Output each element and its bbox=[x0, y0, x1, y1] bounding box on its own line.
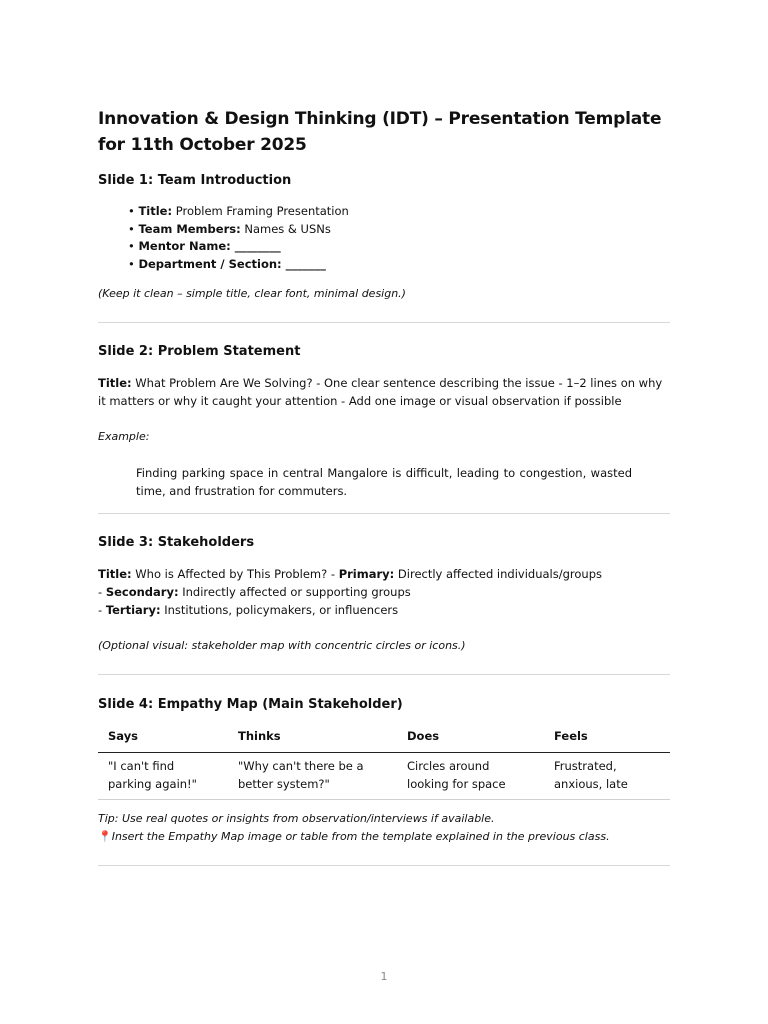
slide3-stakeholder-text: Title: Who is Affected by This Problem? - Primary: Directly affected individuals/groups - Secondary: Indirectly affected or supporting groups - Tertiary: Institutions, policymakers, or influencers bbox=[98, 567, 602, 617]
list-item: • Department / Section: _______ bbox=[128, 256, 326, 271]
list-item: • Team Members: Names & USNs bbox=[128, 221, 331, 236]
slide4-heading: Slide 4: Empathy Map (Main Stakeholder) bbox=[98, 697, 403, 712]
slide1-list bbox=[128, 203, 670, 273]
column-header: Says bbox=[98, 727, 228, 753]
slide2-example-label: Example: bbox=[98, 430, 150, 443]
slide3-heading: Slide 3: Stakeholders bbox=[98, 535, 255, 550]
slide2-heading: Slide 2: Problem Statement bbox=[98, 344, 301, 359]
pin-icon: 📍 bbox=[98, 830, 112, 843]
slide3-note: (Optional visual: stakeholder map with concentric circles or icons.) bbox=[98, 639, 466, 652]
table-row bbox=[98, 753, 670, 800]
divider bbox=[98, 865, 670, 866]
list-item: • Mentor Name: ________ bbox=[128, 239, 281, 253]
list-item: • Title: Problem Framing Presentation bbox=[128, 204, 349, 218]
table-cell: Frustrated, anxious, late bbox=[544, 753, 670, 800]
table-cell: "Why can't there be a better system?" bbox=[228, 753, 397, 800]
column-header: Thinks bbox=[228, 727, 397, 753]
table-header-row bbox=[98, 727, 670, 753]
column-header: Does bbox=[397, 727, 544, 753]
slide1-note: (Keep it clean – simple title, clear font, minimal design.) bbox=[98, 287, 406, 300]
document-page bbox=[98, 106, 670, 866]
slide4-tip: Tip: Use real quotes or insights from observation/interviews if available. bbox=[98, 812, 495, 825]
table-cell: Circles around looking for space bbox=[397, 753, 544, 800]
slide2-title-text: Title: What Problem Are We Solving? - One clear sentence describing the issue - 1–2 lines on why it matters or why it caught your attention - Add one image or visual observation if possible bbox=[98, 376, 663, 408]
slide1-heading: Slide 1: Team Introduction bbox=[98, 173, 292, 188]
page-number: 1 bbox=[380, 970, 388, 983]
empathy-map-table bbox=[98, 727, 670, 800]
slide4-insert-note: 📍Insert the Empathy Map image or table from the template explained in the previous class. bbox=[98, 830, 610, 843]
column-header: Feels bbox=[544, 727, 670, 753]
slide2-example-quote: Finding parking space in central Mangalore is difficult, leading to congestion, wasted time, and frustration for commuters. bbox=[136, 466, 632, 498]
table-cell: "I can't find parking again!" bbox=[98, 753, 228, 800]
document-title: Innovation & Design Thinking (IDT) – Presentation Template for 11th October 2025 bbox=[98, 109, 662, 155]
